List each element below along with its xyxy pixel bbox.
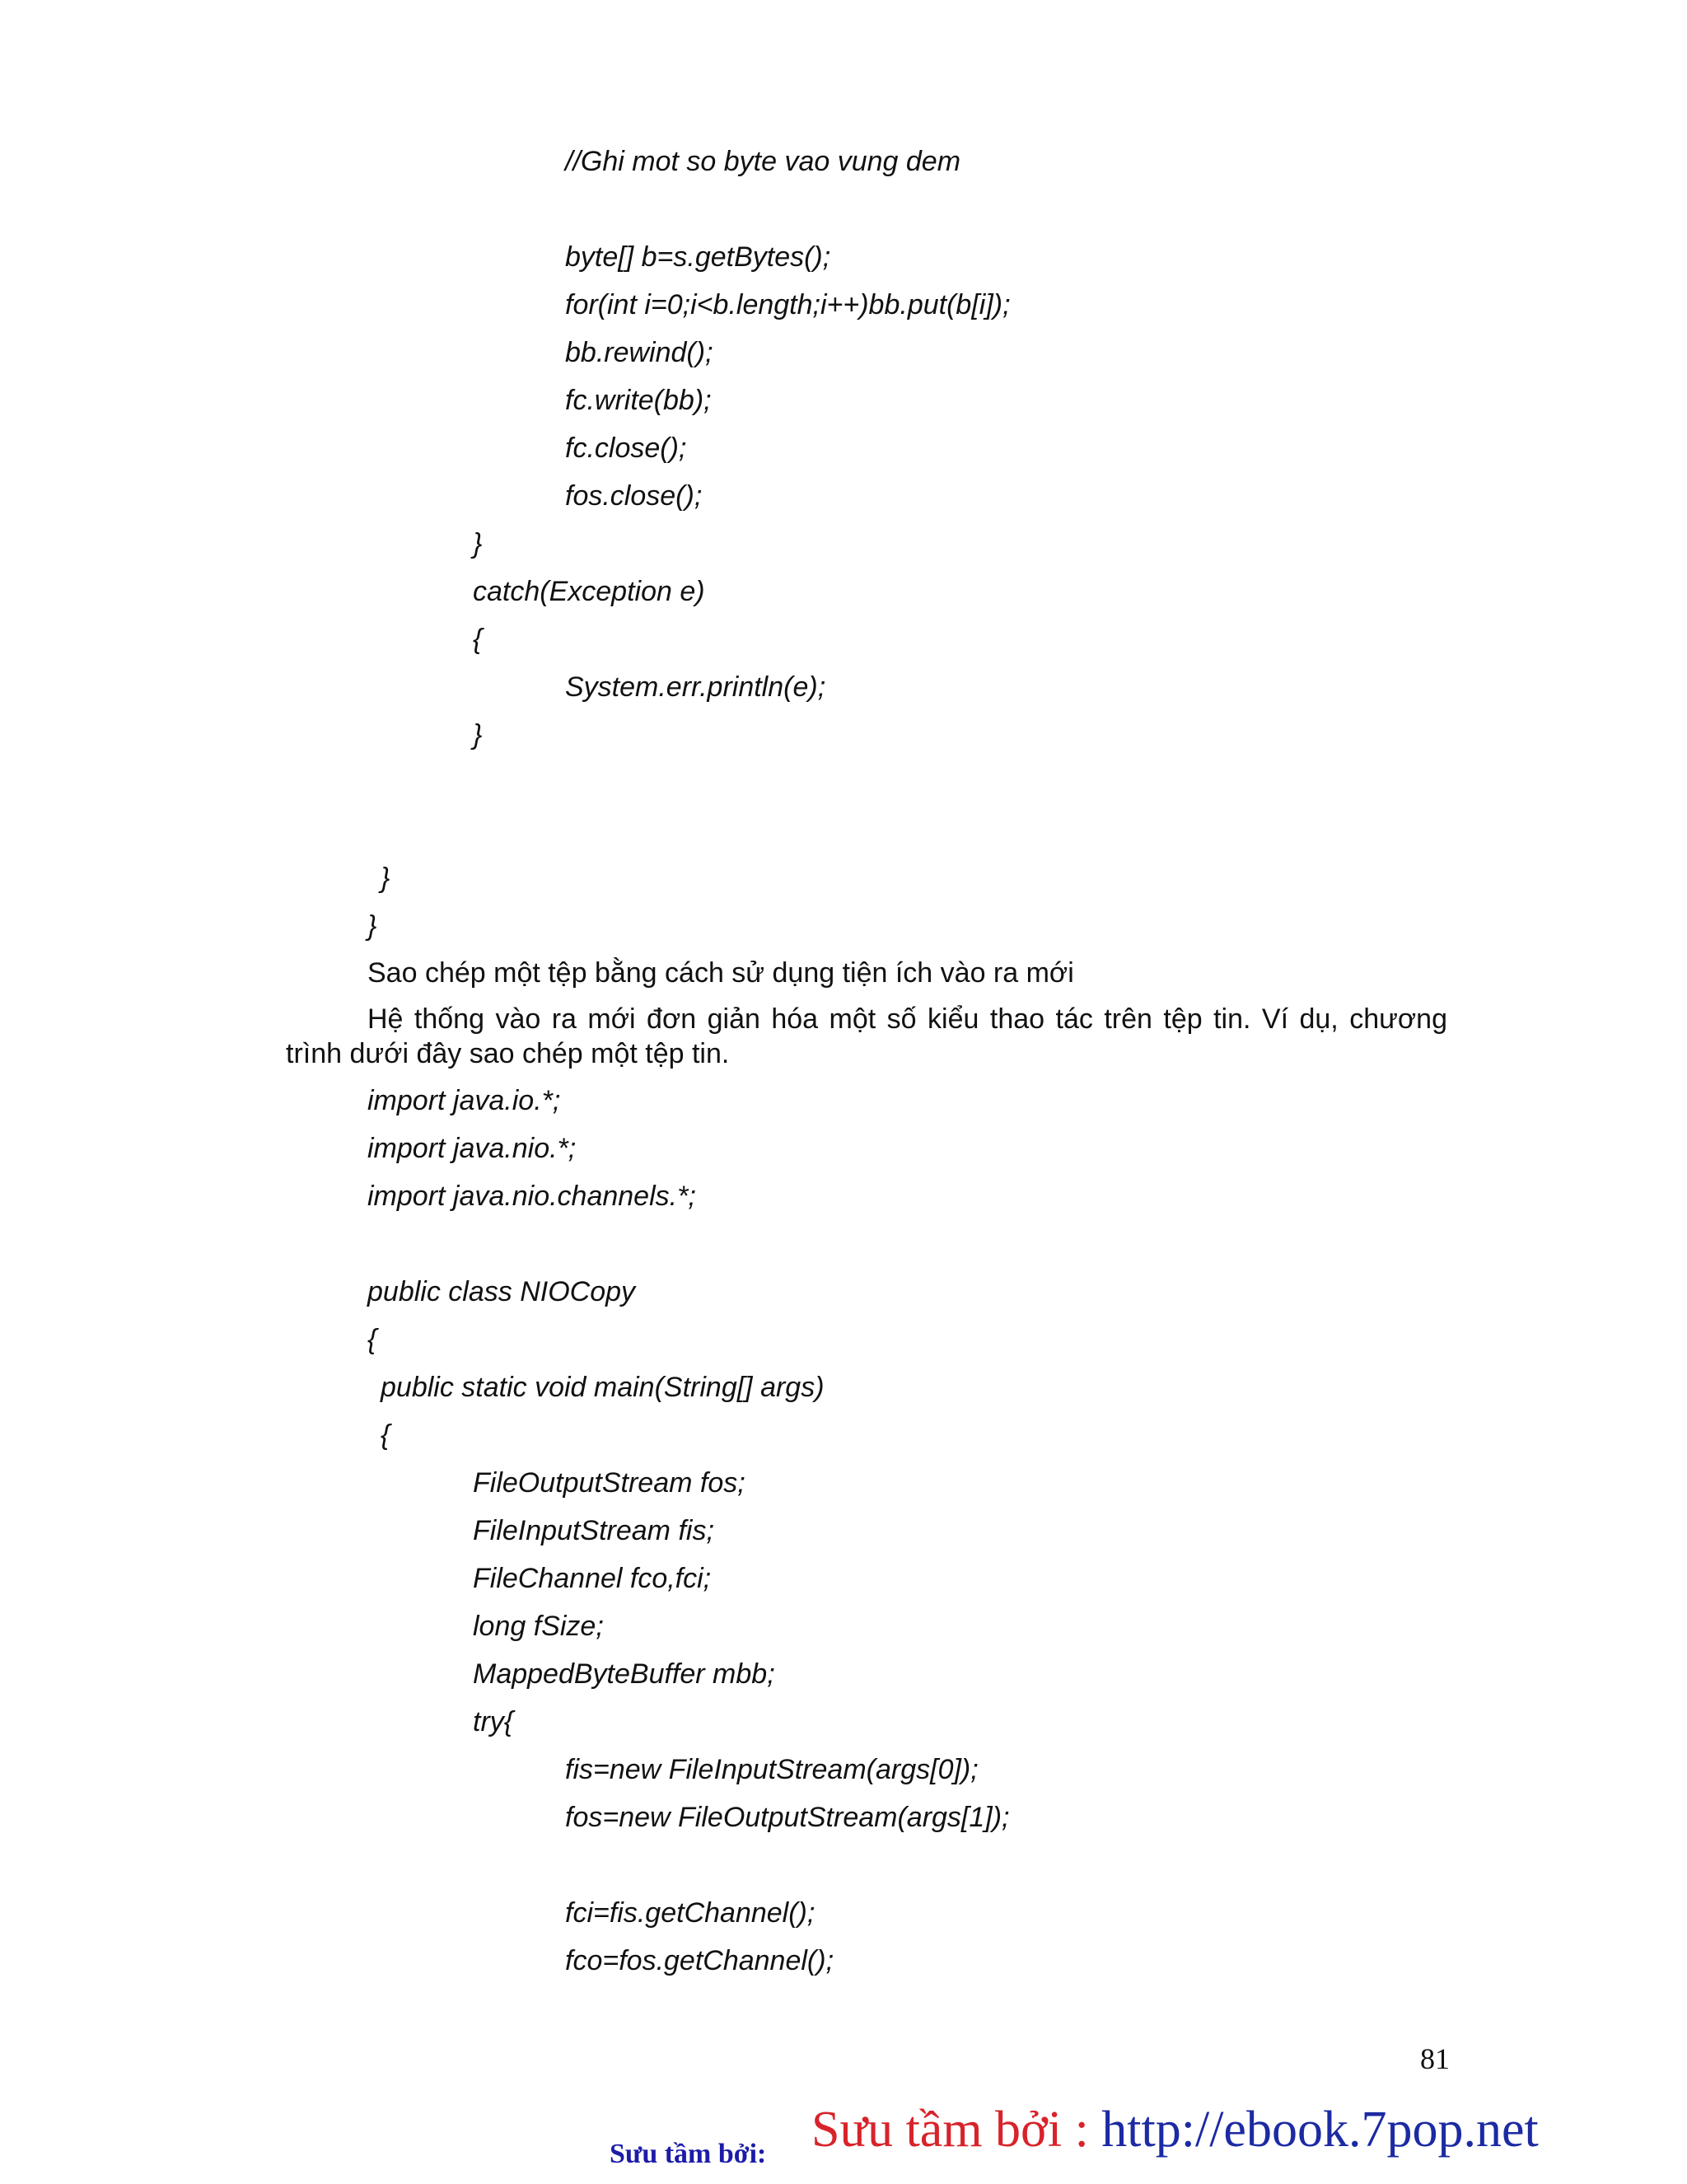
code-line: FileOutputStream fos; bbox=[473, 1467, 745, 1499]
code-line: fco=fos.getChannel(); bbox=[565, 1945, 834, 1976]
footer-banner-prefix: Sưu tầm bởi : bbox=[811, 2102, 1102, 2158]
code-method-declaration: public static void main(String[] args) bbox=[381, 1372, 825, 1403]
code-line: { bbox=[381, 1419, 390, 1451]
code-line: fos=new FileOutputStream(args[1]); bbox=[565, 1802, 1010, 1833]
body-paragraph: Hệ thống vào ra mới đơn giản hóa một số kiểu thao tác trên tệp tin. Ví dụ, chương trình dưới đây sao chép một tệp tin. bbox=[286, 1003, 1447, 1069]
code-line: { bbox=[473, 624, 483, 655]
code-import: import java.io.*; bbox=[367, 1085, 561, 1116]
page-number: 81 bbox=[1420, 2042, 1450, 2075]
footer-banner[interactable] bbox=[811, 2101, 1539, 2159]
code-line: for(int i=0;i<b.length;i++)bb.put(b[i]); bbox=[565, 289, 1011, 320]
code-line: try{ bbox=[473, 1706, 514, 1737]
code-import: import java.nio.channels.*; bbox=[367, 1181, 696, 1212]
code-line: { bbox=[367, 1324, 377, 1355]
code-line: fc.close(); bbox=[565, 433, 687, 464]
code-class-declaration: public class NIOCopy bbox=[367, 1276, 636, 1307]
footer-banner-url[interactable]: http://ebook.7pop.net bbox=[1101, 2102, 1539, 2158]
code-line: byte[] b=s.getBytes(); bbox=[565, 241, 831, 273]
code-line: bb.rewind(); bbox=[565, 337, 713, 368]
code-line: MappedByteBuffer mbb; bbox=[473, 1658, 775, 1690]
section-title: Sao chép một tệp bằng cách sử dụng tiện ích vào ra mới bbox=[367, 957, 1074, 989]
code-import: import java.nio.*; bbox=[367, 1133, 577, 1164]
code-line: fc.write(bb); bbox=[565, 385, 712, 416]
code-line: long fSize; bbox=[473, 1611, 604, 1642]
code-line: fis=new FileInputStream(args[0]); bbox=[565, 1754, 979, 1785]
code-line: fci=fis.getChannel(); bbox=[565, 1897, 815, 1929]
code-line: catch(Exception e) bbox=[473, 576, 705, 607]
code-line: FileChannel fco,fci; bbox=[473, 1563, 712, 1594]
code-line: } bbox=[381, 863, 390, 894]
code-line: System.err.println(e); bbox=[565, 671, 826, 703]
code-line: } bbox=[473, 528, 483, 559]
code-line: } bbox=[473, 719, 483, 751]
footer-credit-label: Sưu tầm bởi: bbox=[610, 2139, 767, 2169]
code-line: } bbox=[367, 910, 377, 942]
code-line: FileInputStream fis; bbox=[473, 1515, 714, 1546]
code-line: fos.close(); bbox=[565, 480, 703, 512]
code-comment: //Ghi mot so byte vao vung dem bbox=[565, 146, 961, 177]
